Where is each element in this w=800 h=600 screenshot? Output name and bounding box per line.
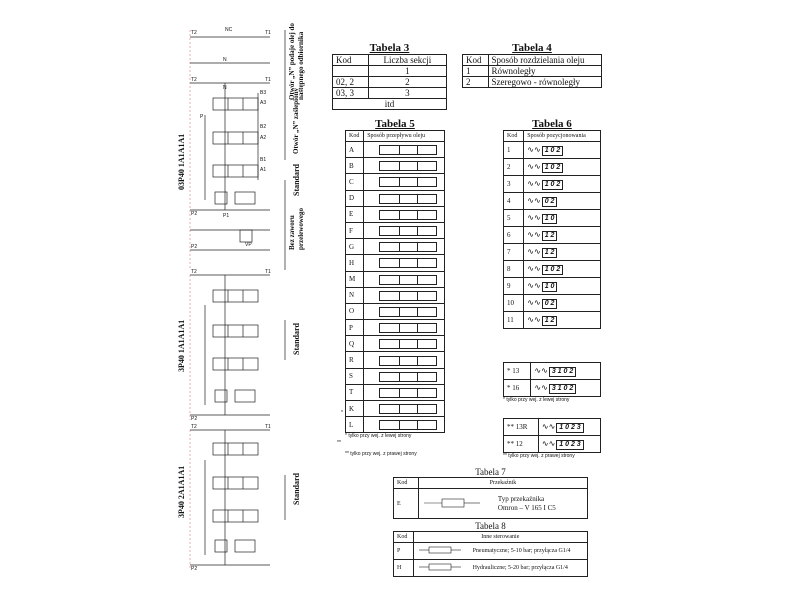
port-t2-1: T2 bbox=[191, 30, 197, 36]
spring-icon: ∿∿ bbox=[527, 213, 541, 222]
t7-code: E bbox=[394, 489, 419, 519]
model-label-3: 3P40 2A1A1A1 bbox=[177, 465, 186, 518]
table-row bbox=[504, 363, 601, 380]
spool-symbol-icon bbox=[379, 226, 437, 236]
port-n-2: N bbox=[223, 85, 227, 91]
position-box: 1 0 bbox=[542, 282, 558, 292]
standard-label-1: Standard bbox=[292, 163, 301, 196]
t5-header-flow: Sposób przepływu oleju bbox=[364, 131, 445, 142]
table-3-title: Tabela 3 bbox=[369, 42, 410, 54]
t8-header-code: Kod bbox=[394, 532, 414, 543]
t6-extra-13-code: * 13 bbox=[504, 363, 531, 380]
t5-flow-symbol-p bbox=[364, 320, 445, 336]
position-box: 1 2 bbox=[542, 248, 558, 258]
table-row: 1 Równoległy bbox=[463, 66, 602, 77]
spool-symbol-icon bbox=[379, 177, 437, 187]
port-vp: VP bbox=[245, 242, 252, 248]
t4-header-code: Kod bbox=[463, 55, 489, 66]
no-relief-valve-label: Bez zaworu przelewowego bbox=[288, 208, 305, 250]
table-4-grid bbox=[462, 54, 602, 88]
t5-code-q: Q bbox=[346, 336, 364, 352]
spring-icon: ∿∿ bbox=[527, 315, 541, 324]
spool-symbol-icon bbox=[379, 242, 437, 252]
t6-header-positioning: Sposób pozycjonowania bbox=[524, 131, 601, 142]
table-6-grid bbox=[503, 130, 601, 329]
port-t2-4: T2 bbox=[191, 424, 197, 430]
position-box: 0 2 bbox=[542, 197, 558, 207]
table-row bbox=[346, 174, 445, 190]
table-row bbox=[504, 312, 601, 329]
t6-extra-13r-code: ** 13R bbox=[504, 419, 539, 436]
table-row bbox=[346, 190, 445, 206]
spring-icon: ∿∿ bbox=[534, 366, 548, 375]
t5-note-left: * tylko przy wej. z lewej strony bbox=[345, 433, 412, 440]
t5-code-t: T bbox=[346, 384, 364, 400]
spring-icon: ∿∿ bbox=[541, 422, 556, 431]
table-row: 1 bbox=[333, 66, 447, 77]
t6-extra-12-positioning bbox=[538, 436, 600, 453]
t6-row-10-code: 10 bbox=[504, 295, 524, 312]
spool-symbol-icon bbox=[379, 161, 437, 171]
t6-extra-12-code: ** 12 bbox=[504, 436, 539, 453]
t6-row-7-code: 7 bbox=[504, 244, 524, 261]
port-p1-1: P1 bbox=[223, 213, 230, 219]
table-row bbox=[504, 159, 601, 176]
table-6-extra-right-grid bbox=[503, 418, 601, 453]
table-row: 2 Szeregowo - równoległy bbox=[463, 77, 602, 88]
spool-symbol-icon bbox=[379, 210, 437, 220]
t5-code-k: K bbox=[346, 401, 364, 417]
hydraulic-symbol bbox=[413, 560, 470, 577]
table-row bbox=[504, 193, 601, 210]
spool-symbol-icon bbox=[379, 339, 437, 349]
position-box: 1 0 2 bbox=[542, 163, 564, 173]
table-row bbox=[394, 489, 588, 519]
t6-row-8-code: 8 bbox=[504, 261, 524, 278]
position-box: 1 0 2 3 bbox=[556, 423, 583, 433]
table-3 bbox=[332, 42, 447, 110]
t3-header-sections: Liczba sekcji bbox=[368, 55, 446, 66]
port-t1-1: T1 bbox=[265, 30, 271, 36]
table-row bbox=[346, 303, 445, 319]
t6-extra-13-positioning bbox=[531, 363, 601, 380]
t5-flow-symbol-a bbox=[364, 142, 445, 158]
t6-row-6-code: 6 bbox=[504, 227, 524, 244]
port-b3: B3 bbox=[260, 90, 267, 96]
t5-code-p: P bbox=[346, 320, 364, 336]
model-label-2: 3P40 1A1A1A1 bbox=[177, 319, 186, 372]
spool-symbol-icon bbox=[379, 258, 437, 268]
t6-row-9-code: 9 bbox=[504, 278, 524, 295]
table-8-grid bbox=[393, 531, 588, 577]
position-box: 0 2 bbox=[542, 299, 558, 309]
t5-flow-symbol-g bbox=[364, 239, 445, 255]
t5-flow-symbol-o bbox=[364, 303, 445, 319]
t4-header-method: Sposób rozdzielania oleju bbox=[488, 55, 601, 66]
position-box: 1 0 2 bbox=[542, 146, 564, 156]
t6-row-6-positioning bbox=[524, 227, 601, 244]
position-box: 1 2 bbox=[542, 316, 558, 326]
table-8-title: Tabela 8 bbox=[475, 521, 506, 531]
position-box: 1 0 2 bbox=[542, 180, 564, 190]
port-t1-2: T1 bbox=[265, 77, 271, 83]
note-n-port-closed: Otwór „N” zaślepiony bbox=[292, 88, 300, 154]
t6-note-left: * tylko przy wej. z lewej strony bbox=[503, 397, 570, 403]
position-box: 1 0 2 bbox=[542, 265, 564, 275]
t5-flow-symbol-c bbox=[364, 174, 445, 190]
t6-row-5-code: 5 bbox=[504, 210, 524, 227]
t6-row-10-positioning bbox=[524, 295, 601, 312]
t6-row-2-positioning bbox=[524, 159, 601, 176]
table-row bbox=[346, 222, 445, 238]
table-row bbox=[346, 255, 445, 271]
table-row bbox=[504, 210, 601, 227]
t5-code-g: G bbox=[346, 239, 364, 255]
position-box: 1 2 bbox=[542, 231, 558, 241]
t6-extra-13r-positioning bbox=[538, 419, 600, 436]
t5-flow-symbol-b bbox=[364, 158, 445, 174]
t7-header-code: Kod bbox=[394, 478, 419, 489]
t5-code-e: E bbox=[346, 206, 364, 222]
table-6-title: Tabela 6 bbox=[532, 118, 572, 130]
t3-etc: itd bbox=[333, 99, 447, 110]
t5-code-c: C bbox=[346, 174, 364, 190]
t8-header-other-control: Inne sterowanie bbox=[413, 532, 587, 543]
table-row bbox=[346, 417, 445, 433]
table-6-extra-left-grid bbox=[503, 362, 601, 397]
spring-icon: ∿∿ bbox=[527, 162, 541, 171]
t6-row-1-positioning bbox=[524, 142, 601, 159]
spring-icon: ∿∿ bbox=[527, 230, 541, 239]
port-p2-1: P2 bbox=[191, 211, 198, 217]
table-8 bbox=[393, 521, 588, 577]
table-row bbox=[346, 239, 445, 255]
t6-row-5-positioning bbox=[524, 210, 601, 227]
t6-row-11-code: 11 bbox=[504, 312, 524, 329]
t5-code-s: S bbox=[346, 368, 364, 384]
spool-symbol-icon bbox=[379, 404, 437, 414]
t5-flow-symbol-e bbox=[364, 206, 445, 222]
t5-flow-symbol-n bbox=[364, 287, 445, 303]
standard-label-2: Standard bbox=[292, 322, 301, 355]
table-row bbox=[504, 419, 601, 436]
table-7-title: Tabela 7 bbox=[475, 467, 506, 477]
table-7-grid bbox=[393, 477, 588, 519]
table-4-title: Tabela 4 bbox=[512, 42, 552, 54]
t6-row-3-positioning bbox=[524, 176, 601, 193]
t5-code-o: O bbox=[346, 303, 364, 319]
table-row: 03, 3 3 bbox=[333, 88, 447, 99]
table-6 bbox=[503, 118, 601, 329]
t6-row-11-positioning bbox=[524, 312, 601, 329]
t5-code-n: N bbox=[346, 287, 364, 303]
port-t1-4: T1 bbox=[265, 424, 271, 430]
spring-icon: ∿∿ bbox=[527, 247, 541, 256]
spring-icon: ∿∿ bbox=[527, 298, 541, 307]
table-row: 02, 2 2 bbox=[333, 77, 447, 88]
port-a3: A3 bbox=[260, 100, 267, 106]
port-p: P bbox=[200, 114, 204, 120]
spring-icon: ∿∿ bbox=[527, 264, 541, 273]
t5-flow-symbol-q bbox=[364, 336, 445, 352]
t5-flow-symbol-r bbox=[364, 352, 445, 368]
table-row bbox=[504, 436, 601, 453]
table-7 bbox=[393, 467, 588, 519]
spool-symbol-icon bbox=[379, 323, 437, 333]
table-row bbox=[346, 336, 445, 352]
t5-code-r: R bbox=[346, 352, 364, 368]
t6-row-3-code: 3 bbox=[504, 176, 524, 193]
table-6-extra-left bbox=[503, 362, 601, 403]
port-t2-2: T2 bbox=[191, 77, 197, 83]
table-row bbox=[504, 227, 601, 244]
table-row bbox=[504, 244, 601, 261]
spring-icon: ∿∿ bbox=[527, 196, 541, 205]
t5-code-f: F bbox=[346, 222, 364, 238]
standard-label-3: Standard bbox=[292, 472, 301, 505]
table-row bbox=[346, 158, 445, 174]
t6-note-right: ** tylko przy wej. z prawej strony bbox=[503, 453, 575, 459]
port-p2-4: P2 bbox=[191, 566, 198, 572]
table-row bbox=[504, 261, 601, 278]
spring-icon: ∿∿ bbox=[541, 439, 556, 448]
t6-header-code: Kod bbox=[504, 131, 524, 142]
t6-row-2-code: 2 bbox=[504, 159, 524, 176]
spool-symbol-icon bbox=[379, 291, 437, 301]
t5-flow-symbol-h bbox=[364, 255, 445, 271]
spring-icon: ∿∿ bbox=[534, 383, 548, 392]
t5-code-d: D bbox=[346, 190, 364, 206]
table-row bbox=[504, 142, 601, 159]
table-row bbox=[504, 176, 601, 193]
t5-star-marker: * bbox=[341, 410, 343, 416]
t5-code-m: M bbox=[346, 271, 364, 287]
pneumatic-symbol bbox=[413, 543, 470, 560]
table-4 bbox=[462, 42, 602, 88]
port-a2: A2 bbox=[260, 135, 267, 141]
table-row bbox=[504, 278, 601, 295]
t7-relay-type: Typ przekaźnika bbox=[497, 494, 545, 503]
t5-code-l: L bbox=[346, 417, 364, 433]
port-t1-3: T1 bbox=[265, 269, 271, 275]
note-n-port-next: Otwór „N” podaje olej do następnego odbiornika bbox=[288, 23, 305, 100]
t6-row-4-code: 4 bbox=[504, 193, 524, 210]
table-row bbox=[346, 271, 445, 287]
spool-symbol-icon bbox=[379, 420, 437, 430]
table-row bbox=[346, 206, 445, 222]
spring-icon: ∿∿ bbox=[527, 179, 541, 188]
table-5-grid bbox=[345, 130, 445, 433]
table-row bbox=[346, 368, 445, 384]
spool-symbol-icon bbox=[379, 275, 437, 285]
spool-symbol-icon bbox=[379, 388, 437, 398]
port-n-1: N bbox=[223, 57, 227, 63]
table-5 bbox=[345, 118, 445, 457]
t7-relay-symbol bbox=[418, 489, 495, 519]
spool-symbol-icon bbox=[379, 194, 437, 204]
t5-dstar-marker: ** bbox=[337, 440, 341, 446]
t7-header-relay: Przekaźnik bbox=[418, 478, 587, 489]
t6-row-9-positioning bbox=[524, 278, 601, 295]
table-row bbox=[346, 352, 445, 368]
port-p2-3: P2 bbox=[191, 416, 198, 422]
t7-relay-model: Omron – V 165 I C5 bbox=[497, 503, 556, 512]
port-t2-3: T2 bbox=[191, 269, 197, 275]
spool-symbol-icon bbox=[379, 307, 437, 317]
model-label-1: 03P40 1A1A1A1 bbox=[177, 133, 186, 190]
port-nc: NC bbox=[225, 27, 233, 33]
spring-icon: ∿∿ bbox=[527, 145, 541, 154]
t6-extra-16-positioning bbox=[531, 380, 601, 397]
t5-header-code: Kod bbox=[346, 131, 364, 142]
table-row bbox=[346, 401, 445, 417]
t6-row-1-code: 1 bbox=[504, 142, 524, 159]
table-6-extra-right bbox=[503, 418, 601, 459]
port-b1: B1 bbox=[260, 157, 267, 163]
t5-code-a: A bbox=[346, 142, 364, 158]
table-row bbox=[346, 287, 445, 303]
t5-code-b: B bbox=[346, 158, 364, 174]
spool-symbol-icon bbox=[379, 356, 437, 366]
table-row: P Pneumatyczne; 5-10 bar; przyłącza G1/4 bbox=[394, 543, 588, 560]
port-b2: B2 bbox=[260, 124, 267, 130]
table-row bbox=[346, 384, 445, 400]
table-row bbox=[504, 380, 601, 397]
t6-extra-16-code: * 16 bbox=[504, 380, 531, 397]
spool-symbol-icon bbox=[379, 372, 437, 382]
t5-flow-symbol-m bbox=[364, 271, 445, 287]
t6-row-7-positioning bbox=[524, 244, 601, 261]
spool-symbol-icon bbox=[379, 145, 437, 155]
t5-flow-symbol-d bbox=[364, 190, 445, 206]
position-box: 3 1 0 2 bbox=[549, 367, 576, 377]
t5-note-right: ** tylko przy wej. z prawej strony bbox=[345, 451, 417, 458]
table-row bbox=[504, 295, 601, 312]
table-5-title: Tabela 5 bbox=[375, 118, 415, 130]
t5-flow-symbol-k bbox=[364, 401, 445, 417]
table-row bbox=[333, 99, 447, 110]
position-box: 3 1 0 2 bbox=[549, 384, 576, 394]
table-row bbox=[346, 320, 445, 336]
t6-row-4-positioning bbox=[524, 193, 601, 210]
port-a1: A1 bbox=[260, 167, 267, 173]
position-box: 1 0 2 3 bbox=[556, 440, 583, 450]
table-row bbox=[346, 142, 445, 158]
t5-code-h: H bbox=[346, 255, 364, 271]
t3-header-code: Kod bbox=[333, 55, 369, 66]
t5-flow-symbol-s bbox=[364, 368, 445, 384]
table-3-grid bbox=[332, 54, 447, 110]
t5-flow-symbol-f bbox=[364, 222, 445, 238]
t6-row-8-positioning bbox=[524, 261, 601, 278]
spring-icon: ∿∿ bbox=[527, 281, 541, 290]
t5-flow-symbol-l bbox=[364, 417, 445, 433]
position-box: 1 0 bbox=[542, 214, 558, 224]
table-row: H Hydrauliczne; 5-20 bar; przyłącza G1/4 bbox=[394, 560, 588, 577]
t5-flow-symbol-t bbox=[364, 384, 445, 400]
port-p2-2: P2 bbox=[191, 244, 198, 250]
